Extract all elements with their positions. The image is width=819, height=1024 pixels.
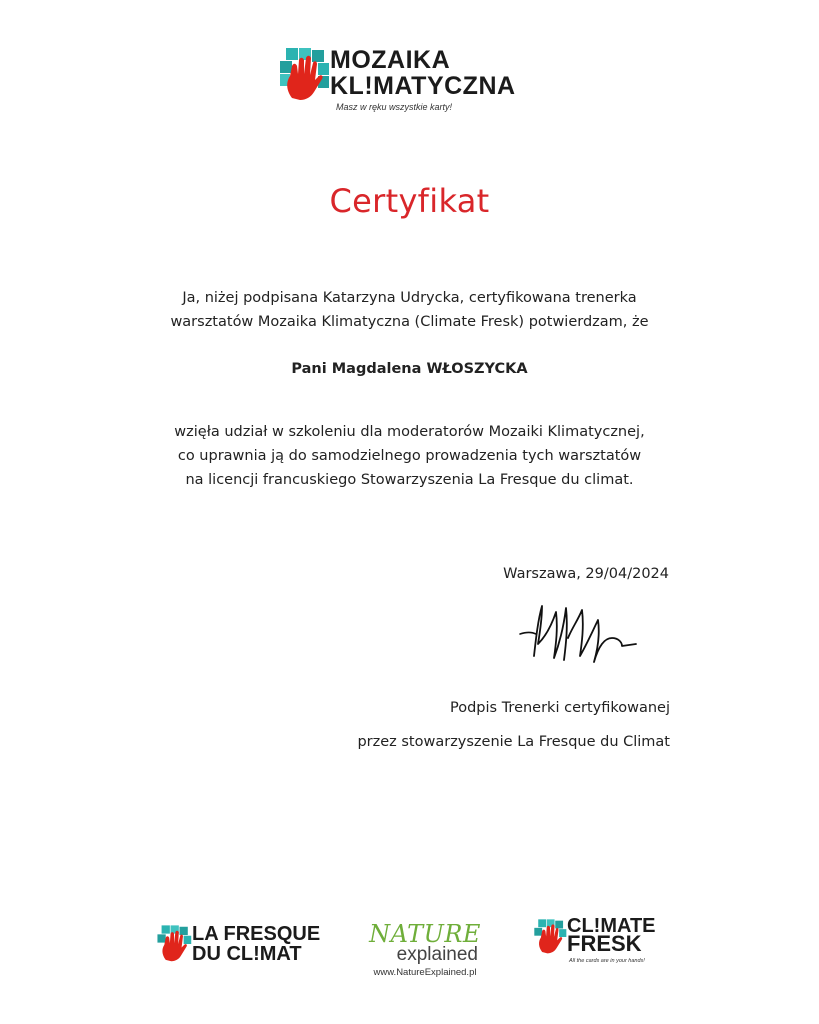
recipient-name: Pani Magdalena WŁOSZYCKA: [291, 361, 528, 377]
body-paragraph: [0, 420, 819, 492]
body-line-1: wzięła udział w szkoleniu dla moderatorów Mozaiki Klimatycznej,: [174, 424, 645, 440]
signature-icon: [512, 598, 648, 668]
intro-line-2: warsztatów Mozaika Klimatyczna (Climate Fresk) potwierdzam, że: [170, 314, 649, 330]
signature-caption-line-2: przez stowarzyszenie La Fresque du Climat: [357, 734, 670, 750]
intro-paragraph: [0, 286, 819, 334]
certificate-title: Certyfikat: [329, 182, 490, 220]
fresque-line-2: DU CL!MAT: [192, 943, 302, 965]
body-line-2: co uprawnia ją do samodzielnego prowadzenia tych warsztatów: [177, 448, 642, 464]
climate-fresk-logo: [533, 912, 673, 968]
nature-line-2: explained: [396, 944, 478, 965]
logo-tagline: Masz w ręku wszystkie karty!: [336, 102, 453, 112]
climate-line-1: CL!MATE: [567, 915, 656, 937]
signature-caption-line-1: Podpis Trenerki certyfikowanej: [450, 700, 670, 716]
nature-line-1: NATURE: [369, 920, 481, 948]
body-line-3: na licencji francuskiego Stowarzyszenia La Fresque du climat.: [185, 472, 634, 488]
hand-mosaic-logo-icon: [278, 46, 330, 104]
climate-tagline: All the cards are in your hands!: [569, 958, 645, 964]
intro-line-1: Ja, niżej podpisana Katarzyna Udrycka, certyfikowana trenerka: [182, 290, 637, 306]
signature-caption: [300, 691, 670, 759]
place-date: Warszawa, 29/04/2024: [503, 566, 669, 582]
mozaika-klimatyczna-logo: [278, 44, 548, 116]
logo-line-1: MOZAIKA: [330, 46, 451, 74]
climate-line-2: FRESK: [567, 931, 642, 956]
la-fresque-du-climat-logo: [156, 918, 332, 968]
nature-explained-logo: [360, 922, 490, 986]
hand-mosaic-logo-icon: [156, 924, 192, 964]
logo-line-2: KL!MATYCZNA: [330, 72, 516, 100]
hand-mosaic-logo-icon: [533, 918, 567, 956]
nature-url: www.NatureExplained.pl: [373, 967, 477, 978]
fresque-line-1: LA FRESQUE: [192, 923, 321, 945]
